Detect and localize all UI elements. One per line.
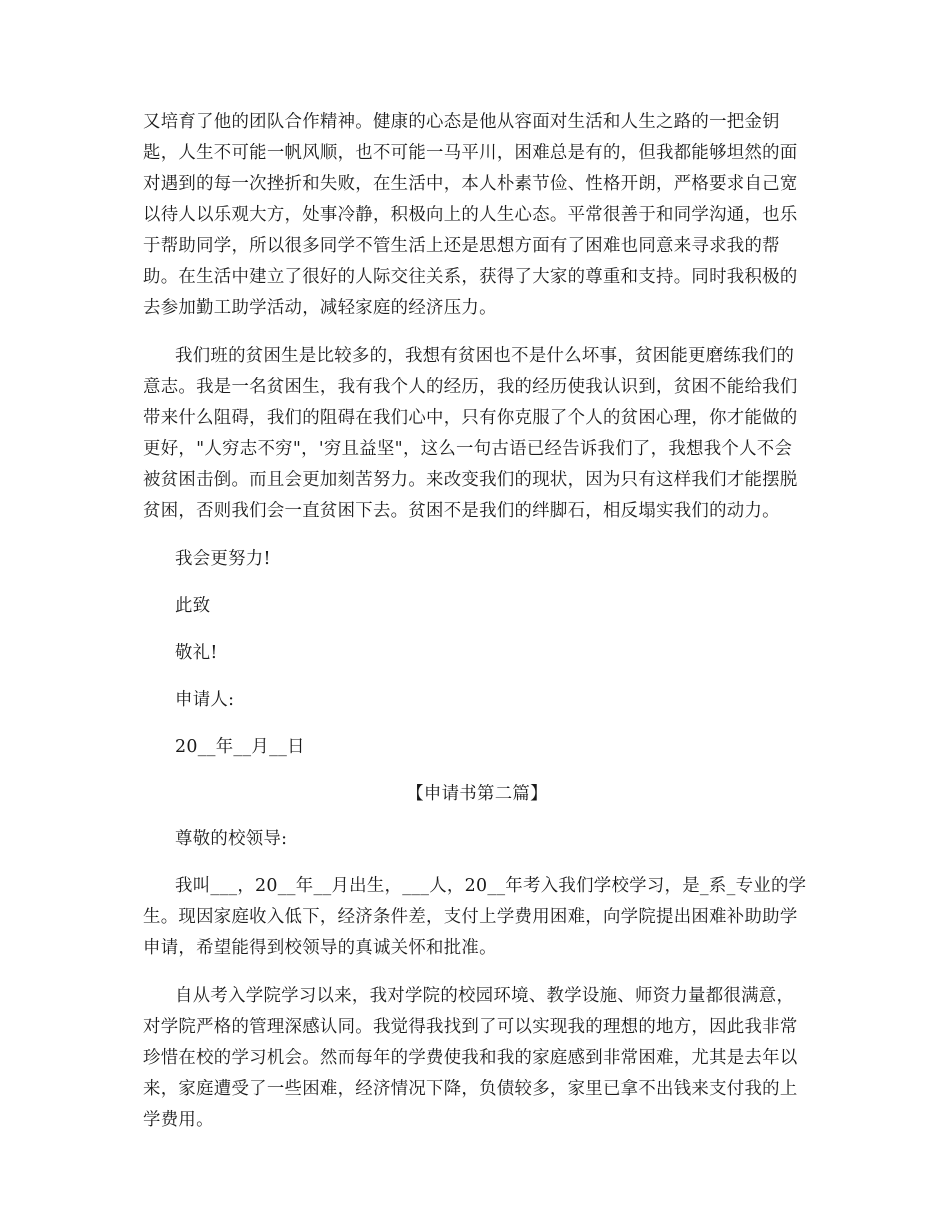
- text-line: 更好，"人穷志不穷"，'穷且益坚"，这么一句古语已经告诉我们了，我想我个人不会: [143, 439, 793, 459]
- text-line: 来，家庭遭受了一些困难，经济情况下降，负债较多，家里已拿不出钱来支付我的上: [143, 1079, 798, 1099]
- closing-effort: 我会更努力!: [175, 549, 271, 569]
- text-line: 学费用。: [143, 1110, 214, 1130]
- paragraph-study: [143, 981, 811, 1136]
- date-line: 20__年__月__日: [175, 737, 305, 757]
- text-line: 助。在生活中建立了很好的人际交往关系，获得了大家的尊重和支持。同时我积极的: [143, 267, 798, 287]
- text-line: 生。现因家庭收入低下，经济条件差，支付上学费用困难，向学院提出困难补助助学: [143, 907, 798, 927]
- paragraph-team-spirit: [143, 107, 811, 324]
- text-line: 匙，人生不可能一帆风顺，也不可能一马平川，困难总是有的，但我都能够坦然的面: [143, 143, 798, 163]
- text-line: 以待人以乐观大方，处事冷静，积极向上的人生心态。平常很善于和同学沟通，也乐: [143, 205, 798, 225]
- text-line: 申请，希望能得到校领导的真诚关怀和批准。: [143, 938, 497, 958]
- text-line: 自从考入学院学习以来，我对学院的校园环境、教学设施、师资力量都很满意，: [175, 986, 795, 1006]
- text-line: 珍惜在校的学习机会。然而每年的学费使我和我的家庭感到非常困难，尤其是去年以: [143, 1048, 798, 1068]
- text-line: 我们班的贫困生是比较多的，我想有贫困也不是什么坏事，贫困能更磨练我们的: [175, 346, 795, 366]
- paragraph-poverty: [143, 341, 811, 527]
- paragraph-introduction: [143, 871, 811, 964]
- text-line: 意志。我是一名贫困生，我有我个人的经历，我的经历使我认识到，贫困不能给我们: [143, 377, 798, 397]
- text-line: 我叫___，20__年__月出生，___人，20__年考入我们学校学习，是_系_专业的学: [175, 876, 807, 896]
- text-line: 对遇到的每一次挫折和失败，在生活中，本人朴素节俭、性格开朗，严格要求自己宽: [143, 174, 798, 194]
- text-line: 被贫困击倒。而且会更加刻苦努力。来改变我们的现状，因为只有这样我们才能摆脱: [143, 470, 798, 490]
- closing-jingli: 敬礼!: [175, 643, 218, 663]
- text-line: 去参加勤工助学活动，减轻家庭的经济压力。: [143, 298, 497, 318]
- salutation: 尊敬的校领导:: [175, 829, 288, 849]
- document-body: [143, 107, 811, 1153]
- text-line: 又培育了他的团队合作精神。健康的心态是他从容面对生活和人生之路的一把金钥: [143, 112, 780, 132]
- applicant-label: 申请人:: [175, 690, 235, 710]
- text-line: 贫困，否则我们会一直贫困下去。贫困不是我们的绊脚石，相反塌实我们的动力。: [143, 501, 780, 521]
- text-line: 于帮助同学，所以很多同学不管生活上还是思想方面有了困难也同意来寻求我的帮: [143, 236, 780, 256]
- section-heading: 【申请书第二篇】: [406, 784, 548, 804]
- closing-cizhi: 此致: [175, 596, 211, 616]
- text-line: 带来什么阻碍，我们的阻碍在我们心中，只有你克服了个人的贫困心理，你才能做的: [143, 408, 798, 428]
- text-line: 对学院严格的管理深感认同。我觉得我找到了可以实现我的理想的地方，因此我非常: [143, 1017, 798, 1037]
